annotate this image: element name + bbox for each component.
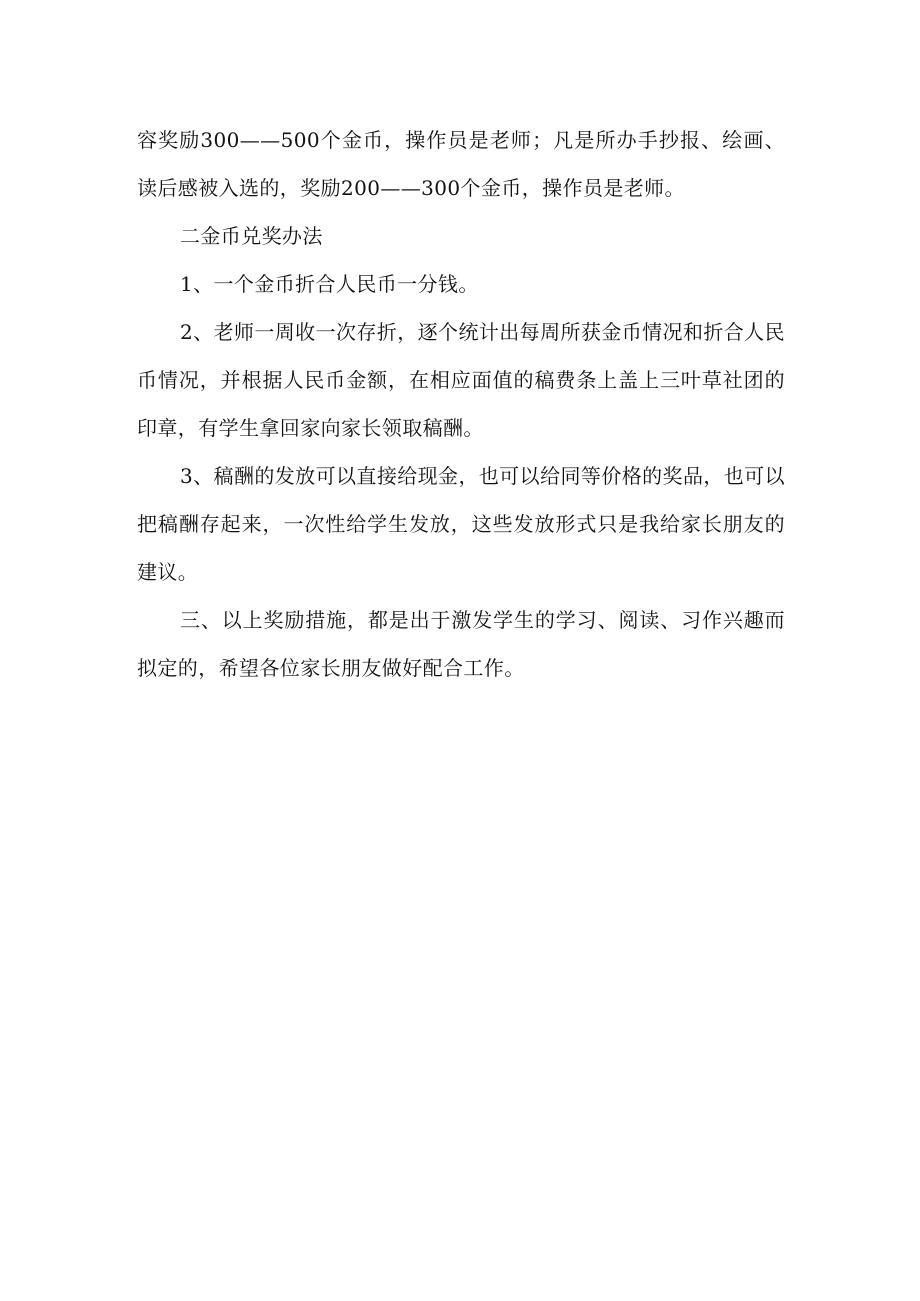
paragraph-section-3: 三、以上奖励措施，都是出于激发学生的学习、阅读、习作兴趣而拟定的，希望各位家长朋友做好配合工作。	[137, 608, 785, 680]
paragraph-item-2: 2、老师一周收一次存折，逐个统计出每周所获金币情况和折合人民币情况，并根据人民币金额，在相应面值的稿费条上盖上三叶草社团的印章，有学生拿回家向家长领取稿酬。	[137, 320, 785, 440]
document-body	[137, 116, 785, 692]
paragraph-item-3: 3、稿酬的发放可以直接给现金，也可以给同等价格的奖品，也可以把稿酬存起来，一次性给学生发放，这些发放形式只是我给家长朋友的建议。	[137, 464, 785, 584]
section-heading-gold-coin-redemption: 二金币兑奖办法	[180, 224, 323, 248]
paragraph-item-1: 1、一个金币折合人民币一分钱。	[180, 272, 479, 296]
paragraph-continuation: 容奖励300——500个金币，操作员是老师；凡是所办手抄报、绘画、读后感被入选的，奖励200——300个金币，操作员是老师。	[137, 128, 785, 200]
